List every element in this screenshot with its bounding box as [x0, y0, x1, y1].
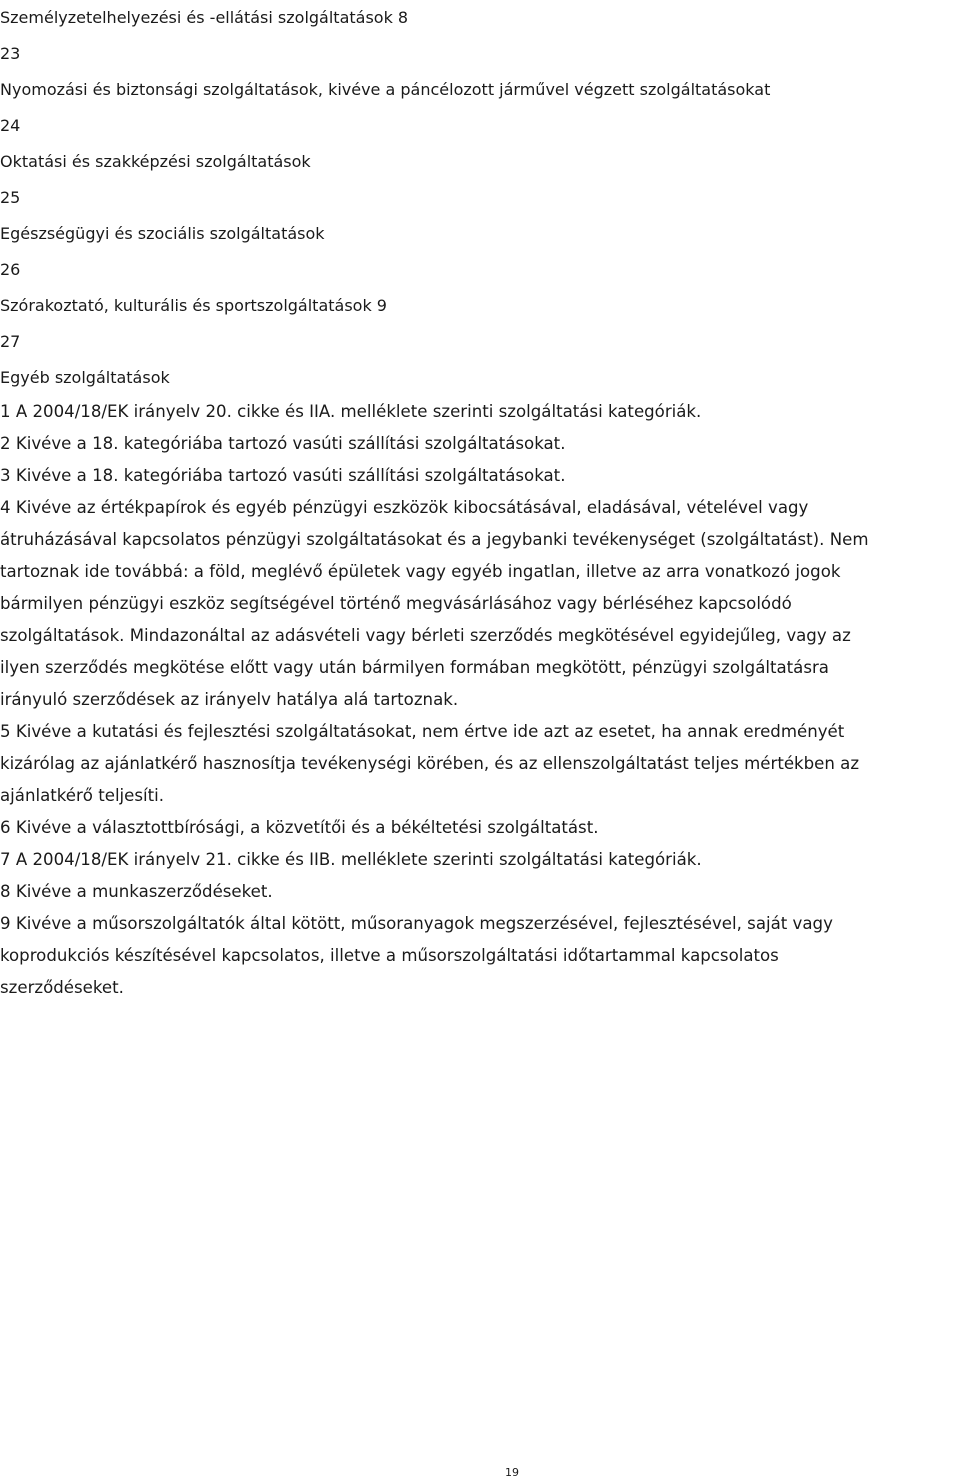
category-number: 25: [0, 188, 21, 207]
category-list: [0, 0, 958, 396]
category-number: 26: [0, 260, 21, 279]
category-row: Egészségügyi és szociális szolgáltatások: [0, 224, 325, 243]
footnote-7: [0, 844, 958, 876]
footnote-line: irányuló szerződések az irányelv hatálya alá tartoznak.: [0, 690, 459, 709]
footnote-3: [0, 460, 958, 492]
footnote-5: [0, 716, 958, 812]
category-row: Személyzetelhelyezési és -ellátási szolgáltatások 8: [0, 8, 409, 27]
footnote-2: [0, 428, 958, 460]
footnote-line: 7 A 2004/18/EK irányelv 21. cikke és IIB. melléklete szerinti szolgáltatási kategóriák.: [0, 850, 702, 869]
category-row: Egyéb szolgáltatások: [0, 368, 170, 387]
footnote-line: tartoznak ide továbbá: a föld, meglévő épületek vagy egyéb ingatlan, illetve az arra vonatkozó jogok: [0, 562, 841, 581]
footnotes: [0, 396, 958, 1004]
footnote-6: [0, 812, 958, 844]
footnote-line: 2 Kivéve a 18. kategóriába tartozó vasúti szállítási szolgáltatásokat.: [0, 434, 566, 453]
category-row: Szórakoztató, kulturális és sportszolgáltatások 9: [0, 296, 387, 315]
footnote-line: kizárólag az ajánlatkérő hasznosítja tevékenységi körében, és az ellenszolgáltatást teljes mértékben az: [0, 754, 860, 773]
category-row: Nyomozási és biztonsági szolgáltatások, kivéve a páncélozott járművel végzett szolgáltatásokat: [0, 80, 771, 99]
footnote-line: szolgáltatások. Mindazonáltal az adásvételi vagy bérleti szerződés megkötésével egyidejűleg, vagy az: [0, 626, 851, 645]
footnote-line: 9 Kivéve a műsorszolgáltatók által kötött, műsoranyagok megszerzésével, fejlesztésével, saját vagy: [0, 914, 833, 933]
footnote-line: ajánlatkérő teljesíti.: [0, 786, 165, 805]
footnote-line: szerződéseket.: [0, 978, 124, 997]
footnote-line: 5 Kivéve a kutatási és fejlesztési szolgáltatásokat, nem értve ide azt az esetet, ha annak eredményét: [0, 722, 845, 741]
footnote-line: átruházásával kapcsolatos pénzügyi szolgáltatásokat és a jegybanki tevékenységet (szolgáltatást). Nem: [0, 530, 869, 549]
footnote-line: 1 A 2004/18/EK irányelv 20. cikke és IIA. melléklete szerinti szolgáltatási kategóriák.: [0, 402, 702, 421]
category-number: 24: [0, 116, 21, 135]
footnote-4: [0, 492, 958, 716]
page-number: 19: [505, 1466, 519, 1479]
footnote-line: ilyen szerződés megkötése előtt vagy után bármilyen formában megkötött, pénzügyi szolgáltatásra: [0, 658, 829, 677]
category-number: 23: [0, 44, 21, 63]
footnote-line: bármilyen pénzügyi eszköz segítségével történő megvásárlásához vagy bérléséhez kapcsolódó: [0, 594, 792, 613]
category-number: 27: [0, 332, 21, 351]
category-row: Oktatási és szakképzési szolgáltatások: [0, 152, 311, 171]
footnote-8: [0, 876, 958, 908]
footnote-line: 4 Kivéve az értékpapírok és egyéb pénzügyi eszközök kibocsátásával, eladásával, vételével vagy: [0, 498, 809, 517]
footnote-line: 8 Kivéve a munkaszerződéseket.: [0, 882, 273, 901]
footnote-line: 3 Kivéve a 18. kategóriába tartozó vasúti szállítási szolgáltatásokat.: [0, 466, 566, 485]
footnote-line: 6 Kivéve a választottbírósági, a közvetítői és a békéltetési szolgáltatást.: [0, 818, 599, 837]
footnote-1: [0, 396, 958, 428]
footnote-line: koprodukciós készítésével kapcsolatos, illetve a műsorszolgáltatási időtartammal kapcsolatos: [0, 946, 779, 965]
footnote-9: [0, 908, 958, 1004]
